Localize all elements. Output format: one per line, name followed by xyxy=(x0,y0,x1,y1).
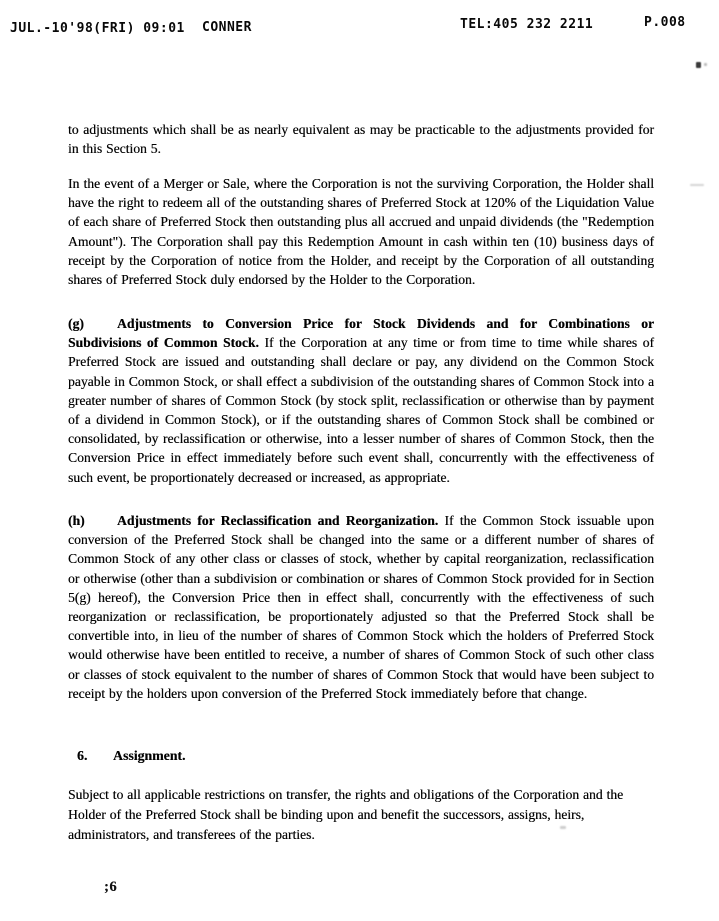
fax-artifact-speck xyxy=(690,184,704,186)
assignment-paragraph: Subject to all applicable restrictions on transfer, the rights and obligations of the Corporation and the Holder of the Preferred Stock shall be binding upon and benefit the successors, assigns, heirs, administrators, and transferees of the parties. xyxy=(68,787,624,842)
clause-g-body: If the Corporation at any time or from time to time while shares of Preferred Stock are issued and outstanding shall declare or pay, any dividend on the Common Stock payable in Common Stock, or shall effect a subdivision of the outstanding shares of Common Stock into a greater number of shares of Common Stock (by stock split, reclassification or otherwise than by payment of a dividend in Common Stock), or if the outstanding shares of Common Stock shall be combined or consolidated, by reclassification or otherwise, into a lesser number of shares of Common Stock, then the Conversion Price in effect immediately before such event shall, concurrently with the effectiveness of such event, be proportionately decreased or increased, as appropriate. xyxy=(68,335,654,485)
fax-telephone: TEL:405 232 2211 xyxy=(460,17,594,32)
page-number: ;6 xyxy=(104,879,118,895)
clause-g-heading: Adjustments to Conversion Price for Stock Dividends and for Combinations or Subdivisions of Common Stock. xyxy=(68,316,654,351)
section-6-number: 6. xyxy=(77,748,88,763)
fax-datetime: JUL.-10'98(FRI) 09:01 xyxy=(10,21,185,36)
fax-page-indicator: P.008 xyxy=(644,15,686,30)
intro-paragraph: to adjustments which shall be as nearly equivalent as may be practicable to the adjustments provided for in this Section 5. xyxy=(68,122,654,157)
fax-artifact-speck xyxy=(560,826,566,829)
clause-h-body: If the Common Stock issuable upon conversion of the Preferred Stock shall be changed into the same or a different number of shares of Common Stock of any other class or classes of stock, whether by capital reorganization, reclassification or otherwise (other than a subdivision or combination or shares of Common Stock provided for in Section 5(g) hereof), the Conversion Price then in effect shall, concurrently with the effectiveness of such reorganization or reclassification, be proportionately adjusted so that the Preferred Stock shall be convertible into, in lieu of the number of shares of Common Stock which the holders of Preferred Stock would otherwise have been entitled to receive, a number of shares of Common Stock of such other class or classes of stock equivalent to the number of shares of Common Stock that would have been subject to receipt by the holders upon conversion of the Preferred Stock immediately before that change. xyxy=(68,513,654,701)
section-6-title: Assignment. xyxy=(113,748,186,763)
clause-g-paragraph xyxy=(68,314,654,487)
fax-artifact-speck xyxy=(696,62,701,68)
merger-sale-paragraph: In the event of a Merger or Sale, where the Corporation is not the surviving Corporation, the Holder shall have the right to redeem all of the outstanding shares of Preferred Stock at 120% of the Liquidation Value of each share of Preferred Stock then outstanding plus all accrued and unpaid dividends (the "Redemption Amount"). The Corporation shall pay this Redemption Amount in cash within ten (10) business days of receipt by the Corporation of notice from the Holder, and receipt by the Corporation of all outstanding shares of Preferred Stock duly endorsed by the Holder to the Corporation. xyxy=(68,176,654,288)
clause-g-label: (g) xyxy=(68,316,84,331)
fax-sender-name: CONNER xyxy=(202,20,252,35)
fax-artifact-speck xyxy=(704,63,707,66)
clause-h-label: (h) xyxy=(68,513,85,528)
clause-h-paragraph xyxy=(68,511,654,703)
section-6-heading xyxy=(77,748,477,764)
fax-header xyxy=(0,0,719,46)
clause-h-heading: Adjustments for Reclassification and Reorganization. xyxy=(117,513,439,528)
